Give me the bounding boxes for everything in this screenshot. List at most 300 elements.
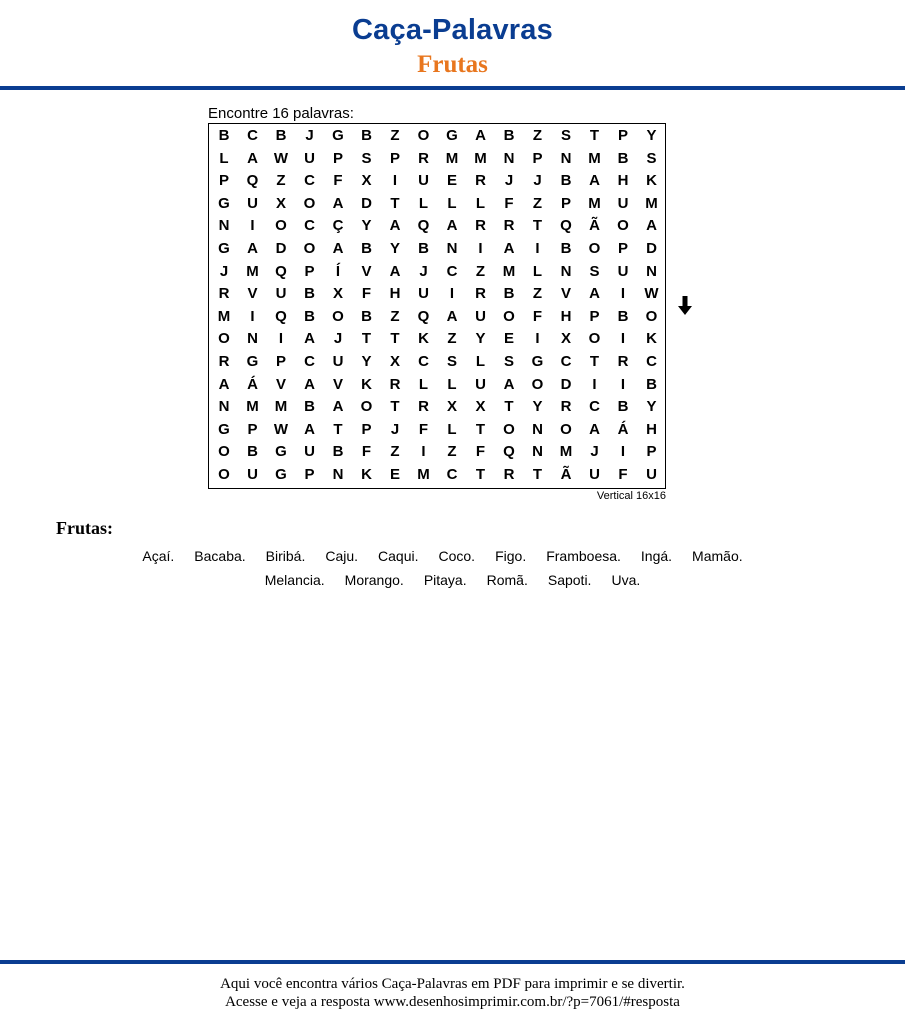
grid-cell[interactable]: J [333, 330, 343, 348]
grid-cell[interactable]: Q [417, 307, 430, 325]
grid-cell[interactable]: Z [390, 307, 400, 325]
grid-cell[interactable]: H [560, 307, 572, 325]
grid-cell[interactable]: M [445, 149, 459, 167]
grid-cell[interactable]: Y [361, 353, 372, 370]
grid-row [209, 374, 665, 397]
grid-cell[interactable]: L [447, 420, 457, 438]
grid-cell[interactable]: O [560, 420, 572, 438]
grid-cell[interactable]: A [389, 262, 401, 280]
grid-cell[interactable]: J [590, 443, 599, 461]
grid-cell[interactable]: R [475, 285, 486, 303]
grid-row [209, 351, 665, 374]
grid-cell[interactable]: N [503, 149, 515, 167]
grid-cell[interactable]: J [390, 420, 400, 438]
grid-cell[interactable]: P [617, 127, 628, 144]
grid-cell[interactable]: T [589, 353, 600, 370]
grid-cell[interactable]: O [503, 420, 515, 438]
grid-cell[interactable]: P [560, 194, 571, 212]
grid-cell[interactable]: B [560, 172, 572, 190]
grid-cell[interactable]: N [532, 420, 543, 438]
grid-cell[interactable]: O [332, 307, 344, 325]
grid-cell[interactable]: P [304, 466, 315, 483]
grid-cell[interactable]: U [646, 466, 657, 483]
grid-cell[interactable]: G [446, 127, 458, 144]
grid-cell[interactable]: B [247, 443, 258, 461]
grid-cell[interactable]: V [247, 285, 258, 303]
grid-cell[interactable]: B [617, 398, 629, 416]
grid-cell[interactable]: O [588, 240, 601, 257]
grid-cell[interactable]: T [475, 466, 486, 483]
grid-cell[interactable]: T [589, 127, 600, 144]
grid-cell[interactable]: T [390, 194, 400, 212]
grid-cell[interactable]: L [418, 375, 429, 393]
grid-cell[interactable]: Y [532, 398, 543, 416]
grid-cell[interactable]: O [218, 443, 230, 461]
grid-cell[interactable]: X [361, 172, 372, 190]
grid-cell[interactable]: Í [335, 262, 341, 280]
grid-cell[interactable]: V [332, 375, 343, 393]
grid-cell[interactable]: R [617, 353, 629, 370]
grid-cell[interactable]: I [392, 172, 398, 190]
grid-cell[interactable]: R [503, 217, 515, 235]
grid-cell[interactable]: U [617, 194, 629, 212]
word-list-item: Framboesa. [546, 548, 621, 564]
grid-cell[interactable]: V [361, 262, 372, 280]
grid-cell[interactable]: A [304, 330, 315, 348]
grid-cell[interactable]: A [304, 375, 315, 393]
grid-cell[interactable]: C [304, 353, 315, 370]
grid-cell[interactable]: F [504, 194, 514, 212]
grid-cell[interactable]: S [361, 149, 372, 167]
grid-cell[interactable]: B [218, 127, 230, 144]
grid-cell[interactable]: U [418, 285, 429, 303]
grid-cell[interactable]: Q [275, 307, 287, 325]
grid-cell[interactable]: K [361, 466, 372, 483]
grid-cell[interactable]: R [475, 172, 486, 190]
grid-cell[interactable]: Á [247, 375, 258, 393]
grid-cell[interactable]: X [332, 285, 343, 303]
grid-cell[interactable]: H [646, 420, 657, 438]
grid-row [209, 170, 665, 193]
grid-cell[interactable]: J [305, 127, 314, 144]
grid-cell[interactable]: B [275, 127, 287, 144]
grid-cell[interactable]: D [275, 240, 287, 257]
grid-cell[interactable]: K [646, 330, 657, 348]
bottom-divider [0, 960, 905, 964]
grid-cell[interactable]: I [250, 217, 255, 235]
grid-cell[interactable]: F [333, 172, 343, 190]
grid-cell[interactable]: P [646, 443, 657, 461]
grid-cell[interactable]: G [246, 353, 259, 370]
grid-cell[interactable]: I [592, 375, 597, 393]
grid-cell[interactable]: S [646, 149, 657, 167]
grid-cell[interactable]: R [218, 285, 230, 303]
word-list-line-1 [0, 548, 885, 564]
grid-cell[interactable]: W [273, 149, 289, 167]
grid-cell[interactable]: M [246, 398, 259, 416]
grid-cell[interactable]: G [275, 466, 287, 483]
word-list-item: Pitaya. [423, 572, 467, 588]
page-subtitle: Frutas [417, 51, 488, 78]
grid-cell[interactable]: I [620, 330, 626, 348]
grid-cell[interactable]: A [332, 194, 344, 212]
grid-cell[interactable]: F [361, 285, 372, 303]
grid-row [209, 328, 665, 351]
grid-row [209, 125, 665, 148]
grid-cell[interactable]: X [475, 398, 486, 416]
grid-cell[interactable]: R [389, 375, 401, 393]
grid-row [209, 261, 665, 284]
grid-cell[interactable]: E [389, 466, 400, 483]
grid-cell[interactable]: O [645, 307, 658, 325]
grid-cell[interactable]: R [560, 398, 572, 416]
grid-row [209, 283, 665, 306]
grid-cell[interactable]: R [418, 398, 429, 416]
grid-cell[interactable]: R [475, 217, 486, 235]
grid-row [209, 306, 665, 329]
grid-cell[interactable]: F [618, 466, 628, 483]
grid-cell[interactable]: U [304, 149, 315, 167]
grid-cell[interactable]: C [446, 466, 458, 483]
grid-cell[interactable]: B [361, 240, 372, 257]
grid-cell[interactable]: G [218, 194, 230, 212]
grid-cell[interactable]: W [644, 285, 659, 303]
grid-cell[interactable]: T [532, 466, 543, 483]
grid-cell[interactable]: C [418, 353, 429, 370]
grid-cell[interactable]: E [446, 172, 457, 190]
grid-cell[interactable]: Q [275, 262, 287, 280]
grid-cell[interactable]: M [474, 149, 487, 167]
grid-cell[interactable]: Z [447, 330, 457, 348]
grid-cell[interactable]: O [531, 375, 544, 393]
puzzle-instructions: Encontre 16 palavras: [208, 105, 354, 122]
grid-cell[interactable]: P [332, 149, 343, 167]
grid-cell[interactable]: B [418, 240, 429, 257]
grid-cell[interactable]: C [304, 217, 315, 235]
grid-cell[interactable]: A [247, 149, 258, 167]
grid-cell[interactable]: G [218, 240, 230, 257]
grid-cell[interactable]: B [304, 398, 315, 416]
grid-cell[interactable]: C [247, 127, 258, 144]
grid-cell[interactable]: O [617, 217, 629, 235]
grid-cell[interactable]: U [304, 443, 315, 461]
word-list-heading: Frutas: [56, 518, 113, 538]
grid-cell[interactable]: U [617, 262, 629, 280]
word-list-item: Açaí. [142, 548, 175, 564]
word-list-item: Figo. [495, 548, 527, 564]
grid-row [209, 193, 665, 216]
grid-cell[interactable]: P [532, 149, 543, 167]
grid-cell[interactable]: R [418, 149, 429, 167]
grid-cell[interactable]: P [247, 420, 258, 438]
grid-cell[interactable]: U [247, 194, 258, 212]
grid-cell[interactable]: L [418, 194, 429, 212]
grid-cell[interactable]: S [503, 353, 514, 370]
grid-cell[interactable]: L [475, 353, 486, 370]
grid-cell[interactable]: Q [503, 443, 515, 461]
grid-cell[interactable]: I [620, 285, 626, 303]
grid-row [209, 396, 665, 419]
grid-cell[interactable]: U [475, 307, 486, 325]
grid-cell[interactable]: B [560, 240, 572, 257]
grid-cell[interactable]: O [417, 127, 430, 144]
grid-cell[interactable]: T [532, 217, 543, 235]
grid-cell[interactable]: C [560, 353, 572, 370]
grid-cell[interactable]: Y [646, 398, 657, 416]
word-list-item: Morango. [344, 572, 404, 588]
word-list-item: Bacaba. [194, 548, 246, 564]
grid-cell[interactable]: S [560, 127, 571, 144]
grid-cell[interactable]: M [246, 262, 259, 280]
grid-cell[interactable]: Ã [589, 217, 600, 235]
grid-cell[interactable]: B [361, 307, 372, 325]
grid-cell[interactable]: I [449, 285, 455, 303]
grid-cell[interactable]: M [645, 194, 658, 212]
grid-cell[interactable]: O [275, 217, 287, 235]
grid-cell[interactable]: A [332, 398, 344, 416]
grid-cell[interactable]: O [303, 240, 316, 257]
grid-cell[interactable]: B [617, 307, 629, 325]
grid-cell[interactable]: F [361, 443, 372, 461]
grid-cell[interactable]: S [589, 262, 600, 280]
grid-cell[interactable]: J [504, 172, 514, 190]
grid-cell[interactable]: G [332, 127, 344, 144]
grid-cell[interactable]: B [332, 443, 344, 461]
footer-link-text: Acesse e veja a resposta www.desenhosimprimir.com.br/?p=7061/#resposta [225, 994, 680, 1010]
grid-cell[interactable]: U [418, 172, 429, 190]
grid-cell[interactable]: L [219, 149, 229, 167]
word-list-item: Caju. [325, 548, 359, 564]
grid-cell[interactable]: N [247, 330, 258, 348]
grid-cell[interactable]: F [418, 420, 429, 438]
grid-cell[interactable]: B [503, 127, 515, 144]
grid-cell[interactable]: A [218, 375, 230, 393]
grid-cell[interactable]: J [419, 262, 428, 280]
grid-cell[interactable]: Ç [332, 217, 344, 235]
grid-row [209, 238, 665, 261]
grid-cell[interactable]: I [535, 240, 540, 257]
grid-cell[interactable]: D [560, 375, 572, 393]
grid-cell[interactable]: M [217, 307, 231, 325]
grid-cell[interactable]: O [360, 398, 373, 416]
grid-row [209, 464, 665, 487]
grid-cell[interactable]: C [304, 172, 315, 190]
grid-cell[interactable]: N [560, 149, 572, 167]
grid-cell[interactable]: N [218, 217, 230, 235]
grid-cell[interactable]: B [503, 285, 515, 303]
grid-cell[interactable]: A [332, 240, 344, 257]
grid-cell[interactable]: A [503, 240, 515, 257]
grid-cell[interactable]: G [218, 420, 230, 438]
grid-cell[interactable]: L [447, 194, 457, 212]
grid-cell[interactable]: G [275, 443, 287, 461]
grid-cell[interactable]: Z [532, 127, 543, 144]
grid-cell[interactable]: B [361, 127, 372, 144]
grid-cell[interactable]: O [218, 330, 230, 348]
grid-cell[interactable]: I [421, 443, 426, 461]
grid-cell[interactable]: I [620, 375, 626, 393]
grid-cell[interactable]: T [504, 398, 514, 416]
grid-cell[interactable]: K [361, 375, 372, 393]
grid-cell[interactable]: B [646, 375, 657, 393]
word-list-line-2 [10, 572, 895, 588]
grid-cell[interactable]: A [446, 217, 458, 235]
grid-cell[interactable]: T [333, 420, 343, 438]
grid-cell[interactable]: D [646, 240, 657, 257]
word-list-item: Caqui. [378, 548, 419, 564]
grid-cell[interactable]: P [589, 307, 600, 325]
grid-cell[interactable]: Z [532, 285, 543, 303]
grid-cell[interactable]: N [446, 240, 458, 257]
grid-cell[interactable]: G [531, 353, 544, 370]
grid-cell[interactable]: N [332, 466, 344, 483]
grid-cell[interactable]: A [389, 217, 401, 235]
grid-cell[interactable]: Z [390, 443, 400, 461]
grid-cell[interactable]: U [275, 285, 287, 303]
grid-cell[interactable]: E [503, 330, 514, 348]
grid-cell[interactable]: C [646, 353, 657, 370]
grid-cell[interactable]: P [304, 262, 315, 280]
grid-cell[interactable]: Y [361, 217, 372, 235]
grid-row [209, 441, 665, 464]
grid-cell[interactable]: Á [617, 420, 629, 438]
grid-cell[interactable]: Z [390, 127, 400, 144]
grid-cell[interactable]: I [250, 307, 255, 325]
grid-cell[interactable]: L [447, 375, 457, 393]
word-list-item: Uva. [611, 572, 641, 588]
grid-cell[interactable]: I [535, 330, 540, 348]
grid-cell[interactable]: J [219, 262, 229, 280]
grid-cell[interactable]: D [361, 194, 372, 212]
grid-cell[interactable]: M [502, 262, 516, 280]
word-list-item: Mamão. [692, 548, 743, 564]
grid-row [209, 148, 665, 171]
grid-cell[interactable]: O [218, 466, 230, 483]
grid-cell[interactable]: F [532, 307, 543, 325]
grid-cell[interactable]: J [533, 172, 542, 190]
grid-cell[interactable]: O [303, 194, 316, 212]
grid-cell[interactable]: P [617, 240, 628, 257]
grid-cell[interactable]: A [503, 375, 515, 393]
grid-cell[interactable]: F [475, 443, 486, 461]
grid-cell[interactable]: Z [447, 443, 457, 461]
grid-direction-label: Vertical 16x16 [596, 490, 666, 502]
grid-cell[interactable]: Y [389, 240, 400, 257]
grid-cell[interactable]: C [589, 398, 600, 416]
grid-cell[interactable]: U [332, 353, 344, 370]
word-list-item: Romã. [486, 572, 528, 588]
grid-cell[interactable]: L [475, 194, 486, 212]
grid-cell[interactable]: R [503, 466, 515, 483]
grid-cell[interactable]: Y [646, 127, 657, 144]
grid-cell[interactable]: B [304, 285, 315, 303]
grid-cell[interactable]: U [475, 375, 486, 393]
grid-cell[interactable]: M [559, 443, 573, 461]
grid-cell[interactable]: K [646, 172, 657, 190]
grid-cell[interactable]: X [275, 194, 286, 212]
grid-cell[interactable]: P [218, 172, 229, 190]
grid-cell[interactable]: H [617, 172, 629, 190]
grid-cell[interactable]: L [532, 262, 543, 280]
grid-cell[interactable]: Q [246, 172, 259, 190]
grid-cell[interactable]: T [390, 398, 400, 416]
grid-cell[interactable]: P [275, 353, 286, 370]
grid-cell[interactable]: A [589, 172, 600, 190]
grid-cell[interactable]: I [620, 443, 626, 461]
grid-cell[interactable]: P [389, 149, 400, 167]
grid-cell[interactable]: A [589, 420, 600, 438]
grid-cell[interactable]: Z [276, 172, 286, 190]
grid-cell[interactable]: O [588, 330, 601, 348]
grid-cell[interactable]: B [304, 307, 315, 325]
grid-cell[interactable]: H [389, 285, 401, 303]
grid-cell[interactable]: M [417, 466, 430, 483]
page-title: Caça-Palavras [352, 14, 553, 46]
grid-cell[interactable]: Z [475, 262, 486, 280]
grid-cell[interactable]: R [218, 353, 230, 370]
word-list-item: Biribá. [265, 548, 306, 564]
grid-cell[interactable]: O [503, 307, 515, 325]
grid-cell[interactable]: Q [560, 217, 572, 235]
grid-cell[interactable]: T [361, 330, 372, 348]
grid-cell[interactable]: X [560, 330, 571, 348]
grid-cell[interactable]: Z [532, 194, 543, 212]
grid-cell[interactable]: A [304, 420, 315, 438]
grid-cell[interactable]: A [446, 307, 458, 325]
footer-text: Aqui você encontra vários Caça-Palavras em PDF para imprimir e se divertir. [220, 976, 685, 992]
word-list-item: Melancia. [264, 572, 325, 588]
grid-cell[interactable]: Y [475, 330, 486, 348]
grid-cell[interactable]: N [218, 398, 230, 416]
grid-cell[interactable]: N [560, 262, 572, 280]
grid-cell[interactable]: T [390, 330, 400, 348]
grid-row [209, 419, 665, 442]
word-list-item: Sapoti. [547, 572, 592, 588]
grid-cell[interactable]: Q [417, 217, 430, 235]
word-search-grid [208, 123, 666, 489]
grid-cell[interactable]: V [275, 375, 286, 393]
grid-cell[interactable]: C [446, 262, 458, 280]
grid-cell[interactable]: I [278, 330, 284, 348]
grid-cell[interactable]: Ã [560, 466, 572, 483]
grid-cell[interactable]: U [247, 466, 258, 483]
grid-cell[interactable]: V [560, 285, 571, 303]
grid-cell[interactable]: N [646, 262, 657, 280]
grid-cell[interactable]: A [475, 127, 486, 144]
grid-cell[interactable]: U [589, 466, 600, 483]
grid-cell[interactable]: T [475, 420, 486, 438]
grid-cell[interactable]: A [646, 217, 657, 235]
grid-cell[interactable]: K [418, 330, 429, 348]
grid-cell[interactable]: M [588, 149, 601, 167]
grid-cell[interactable]: I [478, 240, 483, 257]
word-list-item: Ingá. [640, 548, 673, 564]
grid-cell[interactable]: P [361, 420, 372, 438]
grid-cell[interactable]: X [446, 398, 457, 416]
grid-cell[interactable]: W [273, 420, 289, 438]
grid-cell[interactable]: A [247, 240, 258, 257]
grid-cell[interactable]: N [532, 443, 543, 461]
grid-row [209, 215, 665, 238]
grid-cell[interactable]: B [617, 149, 629, 167]
top-divider [0, 86, 905, 90]
grid-cell[interactable]: M [588, 194, 601, 212]
grid-cell[interactable]: M [274, 398, 288, 416]
word-list-item: Coco. [438, 548, 476, 564]
grid-cell[interactable]: X [389, 353, 400, 370]
grid-cell[interactable]: S [446, 353, 457, 370]
grid-cell[interactable]: A [589, 285, 600, 303]
